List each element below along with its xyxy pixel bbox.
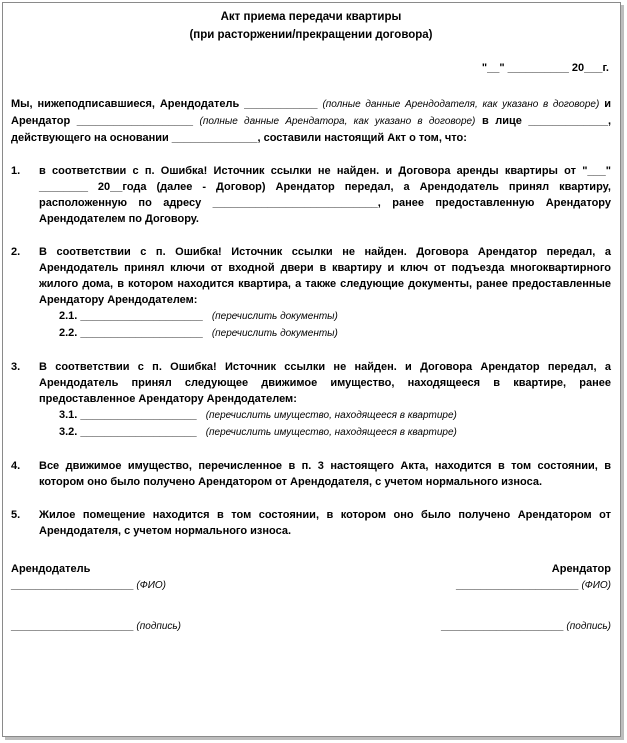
intro-note-2: (полные данные Арендатора, как указано в договоре) xyxy=(199,116,476,127)
document-title xyxy=(11,8,611,44)
list-item-1 xyxy=(11,163,611,227)
list-item-2 xyxy=(11,244,611,308)
tenant-label: Арендатор xyxy=(551,563,611,575)
sub-item-2-2 xyxy=(11,325,611,342)
item-text: В соответствии с п. Ошибка! Источник ссылки не найден. и Договора Арендатор передал, а Арендодатель принял следующее движимое имущество, находящееся в квартире, ранее предоставленное Арендатору Арендодателем: xyxy=(39,361,611,405)
tenant-signature-line: ____________________ xyxy=(441,620,564,632)
sub-item-label: 2.2. ____________________ xyxy=(59,327,203,339)
sub-item-label: 3.2. ___________________ xyxy=(59,426,197,438)
sub-item-note: (перечислить имущество, находящееся в квартире) xyxy=(205,410,457,421)
landlord-signature xyxy=(11,618,181,635)
item-number: 4. xyxy=(11,460,21,472)
sub-item-note: (перечислить имущество, находящееся в квартире) xyxy=(205,427,457,438)
landlord-fio xyxy=(11,577,166,594)
title-line-2: (при расторжении/прекращении договора) xyxy=(189,29,433,41)
item-text: В соответствии с п. Ошибка! Источник ссылки не найден. Договора Арендатор передал, а Арендодатель принял ключи от входной двери в квартиру и ключ от подъезда многоквартирного жилого дома, в котором находится квартира, а также следующие документы, ранее предоставленные Арендатору Арендодателем: xyxy=(39,246,611,306)
sub-item-3-2 xyxy=(11,424,611,441)
intro-text-1: Мы, нижеподписавшиеся, Арендодатель ____________ xyxy=(11,98,318,110)
intro-text-3: в лице _____________, действующего на основании ______________, составили настоящий Акт о том, что: xyxy=(11,115,612,144)
item-text: Все движимое имущество, перечисленное в п. 3 настоящего Акта, находится в том состоянии, в котором оно было получено Арендатором от Арендодателя, с учетом нормального износа. xyxy=(39,460,611,488)
item-text: Жилое помещение находится в том состоянии, в котором оно было получено Арендатором от Арендодателя, с учетом нормального износа. xyxy=(39,509,611,537)
sub-item-2-1 xyxy=(11,308,611,325)
tenant-signature xyxy=(441,618,611,635)
tenant-fio-label: (ФИО) xyxy=(581,580,611,591)
document-date: "__" __________ 20___г. xyxy=(481,62,609,74)
sub-item-label: 3.1. ___________________ xyxy=(59,409,197,421)
signature-row xyxy=(11,618,611,635)
landlord-signature-label: (подпись) xyxy=(136,621,181,632)
tenant-signature-label: (подпись) xyxy=(566,621,611,632)
sub-item-label: 2.1. ____________________ xyxy=(59,310,203,322)
sub-item-note: (перечислить документы) xyxy=(211,311,338,322)
fio-row xyxy=(11,577,611,594)
tenant-fio xyxy=(456,577,611,594)
list-item-4 xyxy=(11,458,611,490)
list-item-5 xyxy=(11,507,611,539)
sub-item-note: (перечислить документы) xyxy=(211,328,338,339)
signature-block xyxy=(11,561,611,635)
landlord-fio-label: (ФИО) xyxy=(136,580,166,591)
item-number: 3. xyxy=(11,361,21,373)
item-number: 5. xyxy=(11,509,21,521)
item-text: в соответствии с п. Ошибка! Источник ссылки не найден. и Договора аренды квартиры от "___" ________ 20__года (далее - Договор) Арендатор передал, а Арендодатель принял квартиру, расположенную по адресу ___________________________, ранее предоставленную Арендатору Арендодателем по Договору. xyxy=(39,165,611,225)
list-item-3 xyxy=(11,359,611,407)
item-number: 1. xyxy=(11,165,21,177)
intro-text-2: и Арендатор ___________________ xyxy=(11,98,611,127)
landlord-fio-line: ____________________ xyxy=(11,579,134,591)
title-line-1: Акт приема передачи квартиры xyxy=(220,11,402,23)
signature-roles xyxy=(11,561,611,577)
intro-paragraph xyxy=(11,96,611,146)
sub-item-3-1 xyxy=(11,407,611,424)
document-page xyxy=(11,8,611,635)
intro-note-1: (полные данные Арендодателя, как указано в договоре) xyxy=(322,99,600,110)
tenant-fio-line: ____________________ xyxy=(456,579,579,591)
landlord-label: Арендодатель xyxy=(11,563,91,575)
landlord-signature-line: ____________________ xyxy=(11,620,134,632)
item-number: 2. xyxy=(11,246,21,258)
